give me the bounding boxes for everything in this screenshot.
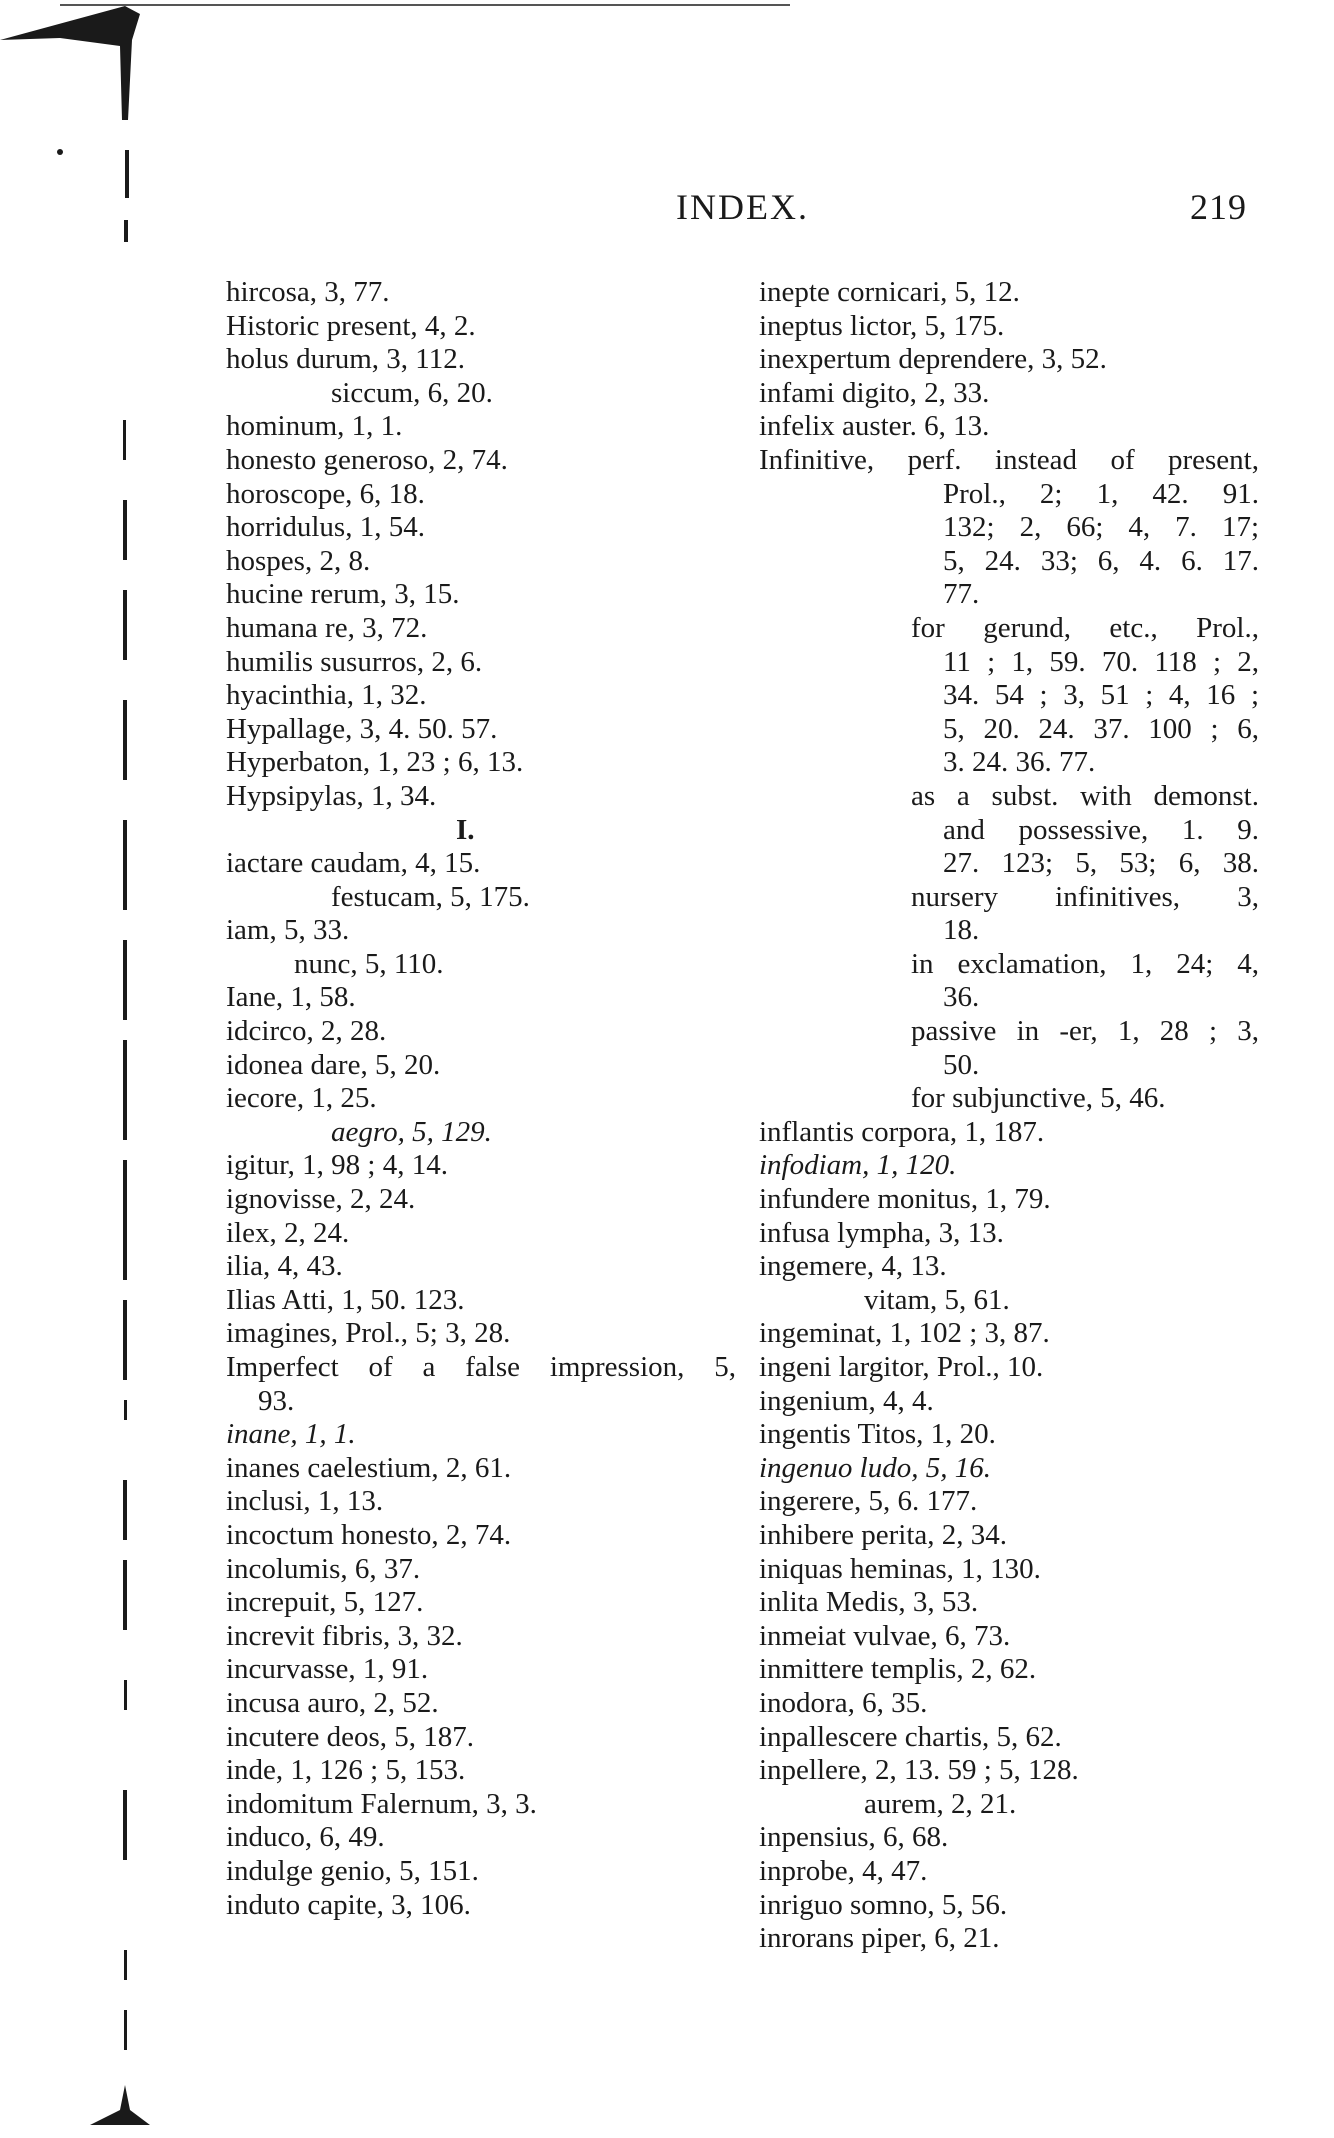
index-entry: incusa auro, 2, 52.: [226, 1686, 439, 1719]
index-entry: honesto generoso, 2, 74.: [226, 443, 508, 476]
index-entry: inpensius, 6, 68.: [759, 1821, 949, 1854]
index-entry: inepte cornicari, 5, 12.: [759, 276, 1020, 308]
index-entry: 5, 24. 33; 6, 4. 6. 17.: [943, 544, 1259, 577]
index-entry: infelix auster. 6, 13.: [759, 410, 990, 443]
index-entry: Iane, 1, 58.: [226, 981, 356, 1014]
index-entry: Infinitive, perf. instead of present,: [759, 443, 1259, 476]
index-entry: 36.: [943, 981, 980, 1014]
index-entry: inodora, 6, 35.: [759, 1686, 928, 1719]
index-entry: idcirco, 2, 28.: [226, 1015, 387, 1048]
index-entry: Ilias Atti, 1, 50. 123.: [226, 1283, 465, 1316]
index-entry: hircosa, 3, 77.: [226, 276, 390, 308]
index-entry: Imperfect of a false impression, 5,: [226, 1351, 736, 1383]
page-number: 219: [1190, 187, 1247, 227]
index-entry: 27. 123; 5, 53; 6, 38.: [943, 847, 1259, 880]
index-entry: 3. 24. 36. 77.: [943, 746, 1096, 779]
index-entry: indomitum Falernum, 3, 3.: [226, 1787, 537, 1820]
index-entry: ilia, 4, 43.: [226, 1250, 343, 1283]
index-entry: horoscope, 6, 18.: [226, 477, 425, 510]
index-entry: 11 ; 1, 59. 70. 118 ; 2,: [943, 645, 1259, 678]
binding-mark-icon: [0, 0, 150, 2138]
top-rule: [60, 4, 790, 6]
index-entry: hyacinthia, 1, 32.: [226, 679, 427, 712]
index-entry: induto capite, 3, 106.: [226, 1888, 471, 1921]
index-entry: Historic present, 4, 2.: [226, 309, 476, 342]
index-entry: igitur, 1, 98 ; 4, 14.: [226, 1149, 448, 1182]
index-entry: inane, 1, 1.: [226, 1418, 356, 1451]
index-entry: 34. 54 ; 3, 51 ; 4, 16 ;: [943, 679, 1259, 712]
index-entry: imagines, Prol., 5; 3, 28.: [226, 1317, 511, 1350]
index-entry: inde, 1, 126 ; 5, 153.: [226, 1754, 466, 1787]
index-entry: iactare caudam, 4, 15.: [226, 847, 481, 880]
index-entry: incoctum honesto, 2, 74.: [226, 1518, 512, 1551]
index-entry: humilis susurros, 2, 6.: [226, 645, 483, 678]
index-entry: infodiam, 1, 120.: [759, 1149, 957, 1182]
index-entry: ilex, 2, 24.: [226, 1216, 350, 1249]
index-entry: inflantis corpora, 1, 187.: [759, 1115, 1045, 1148]
index-entry: infami digito, 2, 33.: [759, 376, 990, 409]
index-entry: and possessive, 1. 9.: [943, 813, 1259, 846]
index-entry: iecore, 1, 25.: [226, 1082, 377, 1115]
index-entry: hominum, 1, 1.: [226, 410, 403, 443]
index-entry: hucine rerum, 3, 15.: [226, 578, 460, 611]
index-entry: ineptus lictor, 5, 175.: [759, 309, 1005, 342]
index-entry: inprobe, 4, 47.: [759, 1854, 928, 1887]
index-entry: ingeminat, 1, 102 ; 3, 87.: [759, 1317, 1050, 1350]
index-entry: inpallescere chartis, 5, 62.: [759, 1720, 1062, 1753]
index-entry: 18.: [943, 914, 980, 947]
index-entry: siccum, 6, 20.: [331, 376, 493, 409]
index-entry: inhibere perita, 2, 34.: [759, 1518, 1008, 1551]
section-letter: I.: [456, 813, 475, 846]
index-entry: inrorans piper, 6, 21.: [759, 1922, 1000, 1955]
index-entry: passive in -er, 1, 28 ; 3,: [911, 1015, 1259, 1048]
index-entry: iniquas heminas, 1, 130.: [759, 1552, 1041, 1585]
index-entry: Hypallage, 3, 4. 50. 57.: [226, 712, 498, 745]
index-entry: nursery infinitives, 3,: [911, 880, 1259, 913]
index-entry: vitam, 5, 61.: [864, 1283, 1010, 1316]
index-entry: ingeni largitor, Prol., 10.: [759, 1351, 1044, 1383]
index-entry: inpellere, 2, 13. 59 ; 5, 128.: [759, 1754, 1079, 1787]
index-entry: incurvasse, 1, 91.: [226, 1653, 429, 1686]
index-entry: aegro, 5, 129.: [331, 1115, 492, 1148]
index-entry: horridulus, 1, 54.: [226, 511, 425, 544]
index-column-left: [226, 276, 736, 1922]
index-entry: inclusi, 1, 13.: [226, 1485, 384, 1518]
index-entry: humana re, 3, 72.: [226, 611, 428, 644]
index-entry: inmittere templis, 2, 62.: [759, 1653, 1037, 1686]
index-entry: 5, 20. 24. 37. 100 ; 6,: [943, 712, 1259, 745]
index-entry: 50.: [943, 1048, 980, 1081]
index-entry: in exclamation, 1, 24; 4,: [911, 947, 1259, 980]
index-entry: ignovisse, 2, 24.: [226, 1183, 416, 1216]
index-entry: Hyperbaton, 1, 23 ; 6, 13.: [226, 746, 524, 779]
index-entry: ingentis Titos, 1, 20.: [759, 1418, 996, 1451]
index-entry: iam, 5, 33.: [226, 914, 350, 947]
index-entry: ingemere, 4, 13.: [759, 1250, 947, 1283]
index-entry: 132; 2, 66; 4, 7. 17;: [943, 511, 1259, 544]
index-entry: 93.: [258, 1384, 295, 1417]
running-head-title: INDEX.: [676, 187, 809, 227]
index-entry: incolumis, 6, 37.: [226, 1552, 421, 1585]
index-entry: for gerund, etc., Prol.,: [911, 611, 1259, 644]
index-entry: as a subst. with demonst.: [911, 779, 1259, 812]
index-entry: inriguo somno, 5, 56.: [759, 1888, 1008, 1921]
index-entry: Hypsipylas, 1, 34.: [226, 779, 437, 812]
index-entry: inmeiat vulvae, 6, 73.: [759, 1619, 1011, 1652]
index-column-right: [759, 276, 1259, 1956]
index-entry: idonea dare, 5, 20.: [226, 1048, 441, 1081]
index-entry: for subjunctive, 5, 46.: [911, 1082, 1166, 1115]
index-entry: hospes, 2, 8.: [226, 544, 371, 577]
index-entry: incutere deos, 5, 187.: [226, 1720, 475, 1753]
index-entry: festucam, 5, 175.: [331, 880, 530, 913]
index-entry: ingerere, 5, 6. 177.: [759, 1485, 978, 1518]
index-entry: ingenium, 4, 4.: [759, 1384, 934, 1417]
index-entry: 77.: [943, 578, 980, 611]
index-entry: aurem, 2, 21.: [864, 1787, 1017, 1820]
index-entry: increpuit, 5, 127.: [226, 1586, 424, 1619]
index-entry: ingenuo ludo, 5, 16.: [759, 1451, 991, 1484]
index-entry: induco, 6, 49.: [226, 1821, 385, 1854]
index-entry: Prol., 2; 1, 42. 91.: [943, 477, 1259, 510]
index-entry: inanes caelestium, 2, 61.: [226, 1451, 512, 1484]
index-entry: nunc, 5, 110.: [294, 947, 444, 980]
index-entry: indulge genio, 5, 151.: [226, 1854, 479, 1887]
index-entry: inlita Medis, 3, 53.: [759, 1586, 979, 1619]
index-entry: increvit fibris, 3, 32.: [226, 1619, 463, 1652]
index-entry: holus durum, 3, 112.: [226, 343, 465, 376]
binding-edge: [0, 0, 150, 2138]
index-entry: infusa lympha, 3, 13.: [759, 1216, 1004, 1249]
index-entry: infundere monitus, 1, 79.: [759, 1183, 1051, 1216]
index-entry: inexpertum deprendere, 3, 52.: [759, 343, 1107, 376]
